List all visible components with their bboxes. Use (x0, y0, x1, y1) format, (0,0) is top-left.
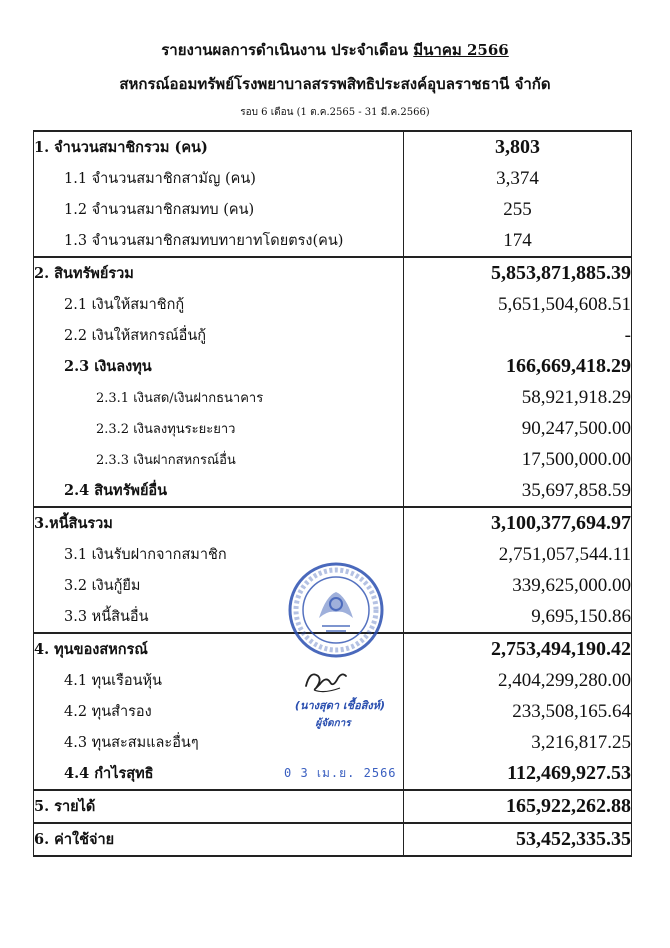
row-value: 3,216,817.25 (404, 727, 632, 758)
cooperative-seal-icon (286, 560, 386, 660)
table-row (34, 351, 632, 382)
table-row (34, 475, 632, 507)
row-label: 2.3.3 เงินฝากสหกรณ์อื่น (34, 444, 404, 475)
row-label: 2.1 เงินให้สมาชิกกู้ (34, 289, 404, 320)
report-title (0, 38, 670, 62)
row-value: 112,469,927.53 (404, 758, 632, 790)
row-value: 255 (404, 194, 632, 225)
row-label: 2.4 สินทรัพย์อื่น (34, 475, 404, 507)
cooperative-name: สหกรณ์ออมทรัพย์โรงพยาบาลสรรพสิทธิประสงค์อุบลราชธานี จำกัด (119, 75, 551, 93)
row-label: 3.2 เงินกู้ยืม (34, 570, 404, 601)
table-row (34, 163, 632, 194)
table-row (34, 382, 632, 413)
table-row (34, 444, 632, 475)
row-label: 1.2 จำนวนสมาชิกสมทบ (คน) (34, 194, 404, 225)
table-row (34, 225, 632, 257)
table-row (34, 790, 632, 823)
row-value: 174 (404, 225, 632, 257)
row-value: 233,508,165.64 (404, 696, 632, 727)
row-value: 58,921,918.29 (404, 382, 632, 413)
table-row (34, 507, 632, 539)
row-value: 2,751,057,544.11 (404, 539, 632, 570)
row-label: 2.3.2 เงินลงทุนระยะยาว (34, 413, 404, 444)
row-value: 165,922,262.88 (404, 790, 632, 823)
table-row (34, 257, 632, 289)
signer-name: (นางสุดา เชื้อสิงห์) (294, 699, 386, 712)
table-row (34, 320, 632, 351)
row-value: 3,803 (404, 131, 632, 163)
row-label: 2.3.1 เงินสด/เงินฝากธนาคาร (34, 382, 404, 413)
row-value: 17,500,000.00 (404, 444, 632, 475)
row-value: 3,100,377,694.97 (404, 507, 632, 539)
table-row (34, 823, 632, 856)
row-label: 2. สินทรัพย์รวม (34, 257, 404, 289)
row-label: 4.1 ทุนเรือนหุ้น (34, 665, 404, 696)
row-label: 2.3 เงินลงทุน (34, 351, 404, 382)
row-label: 6. ค่าใช้จ่าย (34, 823, 404, 856)
row-label: 4. ทุนของสหกรณ์ (34, 633, 404, 665)
row-value: - (404, 320, 632, 351)
row-label: 1.1 จำนวนสมาชิกสามัญ (คน) (34, 163, 404, 194)
signature-icon (300, 664, 350, 698)
row-label: 1.3 จำนวนสมาชิกสมทบทายาทโดยตรง(คน) (34, 225, 404, 257)
table-row (34, 194, 632, 225)
row-value: 53,452,335.35 (404, 823, 632, 856)
row-value: 90,247,500.00 (404, 413, 632, 444)
row-value: 5,651,504,608.51 (404, 289, 632, 320)
row-value: 3,374 (404, 163, 632, 194)
row-value: 2,753,494,190.42 (404, 633, 632, 665)
report-table (33, 130, 632, 857)
table-row (34, 727, 632, 758)
table-row (34, 413, 632, 444)
row-label: 4.3 ทุนสะสมและอื่นๆ (34, 727, 404, 758)
report-month: มีนาคม 2566 (413, 41, 509, 59)
row-value: 2,404,299,280.00 (404, 665, 632, 696)
row-value: 166,669,418.29 (404, 351, 632, 382)
row-label: 2.2 เงินให้สหกรณ์อื่นกู้ (34, 320, 404, 351)
row-value: 35,697,858.59 (404, 475, 632, 507)
row-label: 3.หนี้สินรวม (34, 507, 404, 539)
row-value: 339,625,000.00 (404, 570, 632, 601)
row-value: 5,853,871,885.39 (404, 257, 632, 289)
date-stamp: 0 3 เม.ย. 2566 (284, 766, 397, 780)
row-value: 9,695,150.86 (404, 601, 632, 633)
table-row (34, 289, 632, 320)
row-label: 5. รายได้ (34, 790, 404, 823)
table-row (34, 131, 632, 163)
row-label: 3.1 เงินรับฝากจากสมาชิก (34, 539, 404, 570)
report-period: รอบ 6 เดือน (1 ต.ค.2565 - 31 มี.ค.2566) (240, 107, 430, 118)
row-label: 4.2 ทุนสำรอง (34, 696, 404, 727)
signer-title: ผู้จัดการ (315, 718, 351, 729)
row-label: 4.4 กำไรสุทธิ (34, 758, 404, 790)
row-label: 1. จำนวนสมาชิกรวม (คน) (34, 131, 404, 163)
report-title-prefix: รายงานผลการดำเนินงาน ประจำเดือน (161, 41, 409, 59)
row-label: 3.3 หนี้สินอื่น (34, 601, 404, 633)
